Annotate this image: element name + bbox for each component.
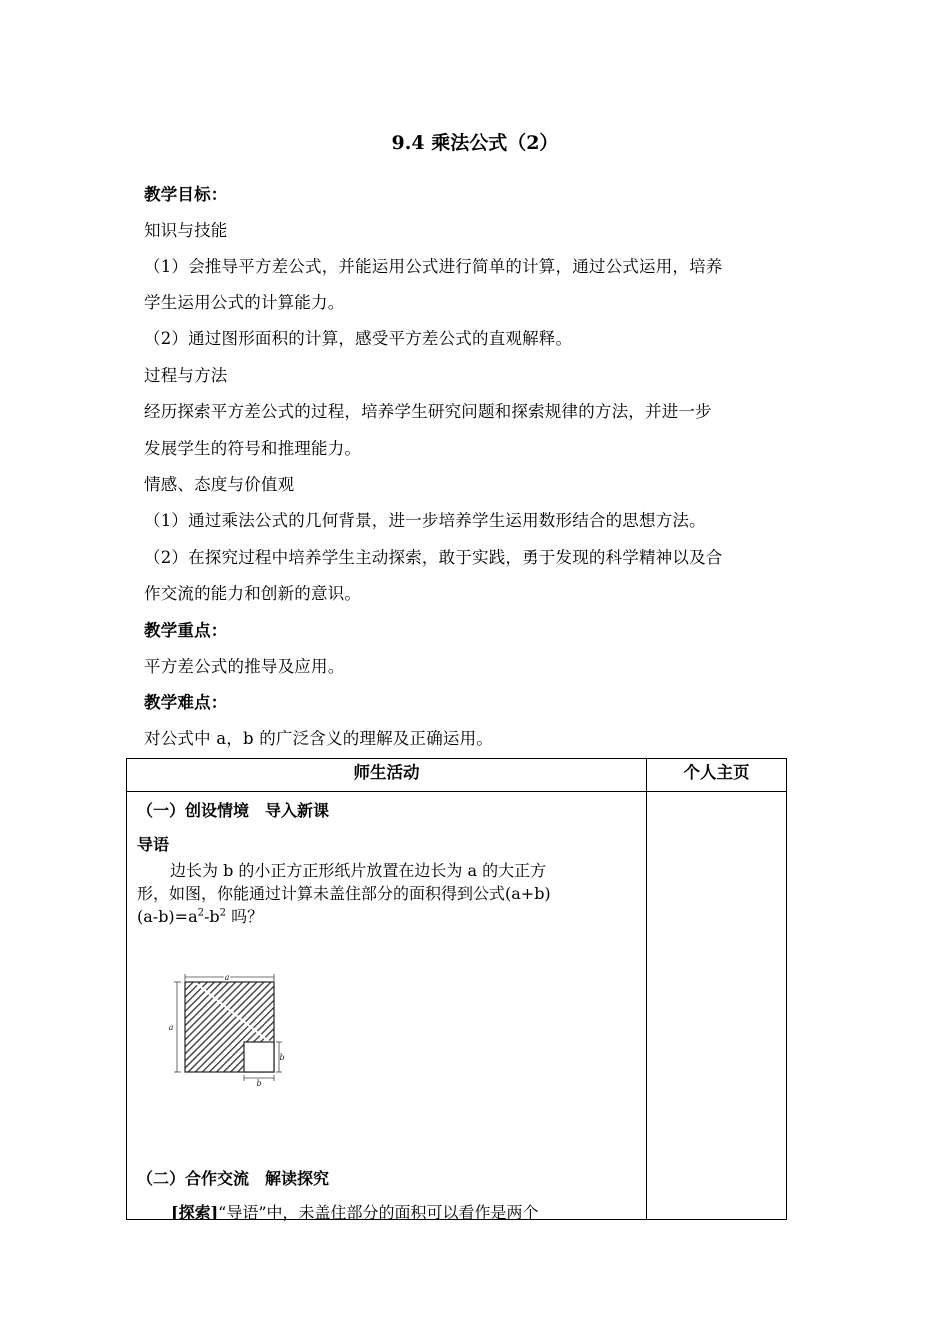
formula-exponent-1: 2 xyxy=(197,907,204,919)
lesson-table xyxy=(126,758,787,1220)
intro-line-1: 边长为 b 的小正方正形纸片放置在边长为 a 的大正方 xyxy=(170,861,547,880)
difficulty-text: 对公式中 a，b 的广泛含义的理解及正确运用。 xyxy=(144,729,493,748)
intro-paragraph xyxy=(137,859,637,928)
knowledge-item-1-cont: 学生运用公式的计算能力。 xyxy=(144,293,345,312)
section-1-heading: （一）创设情境 导入新课 xyxy=(137,801,330,820)
formula-part-2: -b xyxy=(204,907,220,926)
inner-small-square xyxy=(244,1042,274,1072)
activity-cell xyxy=(127,792,647,1220)
process-text-cont: 发展学生的符号和推理能力。 xyxy=(144,439,362,458)
process-text: 经历探索平方差公式的过程，培养学生研究问题和探索规律的方法，并进一步 xyxy=(144,402,712,421)
knowledge-item-2: （2）通过图形面积的计算，感受平方差公式的直观解释。 xyxy=(144,329,573,348)
objectives-heading: 教学目标： xyxy=(144,185,228,204)
key-point-heading: 教学重点： xyxy=(144,621,228,640)
difficulty-heading: 教学难点： xyxy=(144,693,228,712)
section-2-heading: （二）合作交流 解读探究 xyxy=(137,1169,330,1188)
intro-line-3 xyxy=(137,905,637,928)
intro-label: 导语 xyxy=(137,835,170,854)
dimension-a-left xyxy=(174,982,181,1072)
label-a-left: a xyxy=(168,1023,174,1032)
column-header-activity: 师生活动 xyxy=(127,759,647,792)
emotion-item-1: （1）通过乘法公式的几何背景，进一步培养学生运用数形结合的思想方法。 xyxy=(144,511,706,530)
knowledge-item-1: （1）会推导平方差公式，并能运用公式进行简单的计算，通过公式运用，培养 xyxy=(144,257,723,276)
emotion-item-2: （2）在探究过程中培养学生主动探索，敢于实践，勇于发现的科学精神以及合 xyxy=(144,548,723,567)
dimension-a-top xyxy=(185,974,274,981)
personal-cell xyxy=(647,792,787,1220)
knowledge-heading: 知识与技能 xyxy=(144,221,228,240)
label-a-top: a xyxy=(224,973,230,982)
explore-paragraph xyxy=(171,1200,539,1223)
explore-tag: [探索] xyxy=(171,1203,219,1222)
intro-line-2: 形，如图，你能通过计算未盖住部分的面积得到公式(a+b) xyxy=(137,884,551,903)
formula-part-3: 吗？ xyxy=(226,907,264,926)
explore-text: “导语”中，未盖住部分的面积可以看作是两个 xyxy=(218,1203,539,1222)
square-figure xyxy=(167,972,287,1088)
page-title: 9.4 乘法公式（2） xyxy=(391,132,559,154)
process-heading: 过程与方法 xyxy=(144,366,228,385)
column-header-personal: 个人主页 xyxy=(647,759,787,792)
emotion-heading: 情感、态度与价值观 xyxy=(144,475,295,494)
label-b-bottom: b xyxy=(256,1079,262,1088)
formula-part-1: (a-b)=a xyxy=(137,907,198,926)
emotion-item-2-cont: 作交流的能力和创新的意识。 xyxy=(144,584,362,603)
key-point-text: 平方差公式的推导及应用。 xyxy=(144,657,345,676)
label-b-right: b xyxy=(279,1053,285,1062)
formula-exponent-2: 2 xyxy=(219,907,227,919)
